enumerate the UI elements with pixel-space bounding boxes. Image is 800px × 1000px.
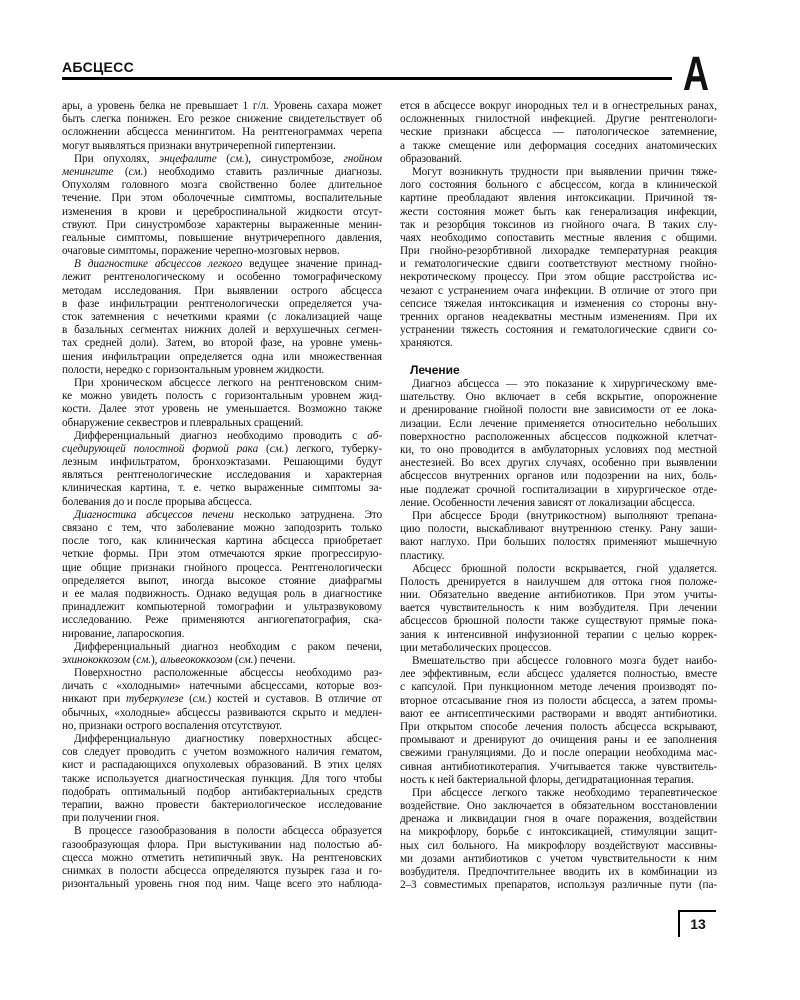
paragraph — [400, 655, 717, 787]
text-line: тах средней доли). Затем, во второй фазе, на уровне умень- — [62, 337, 382, 350]
text-line: Дифференциальную диагностику поверхностных абсцес- — [74, 733, 382, 745]
text-line: 2–3 совместимых препаратов, используя различные пути (па- — [400, 879, 717, 892]
text-line: могут выявляться признаки внутричерепной гипертензии. — [62, 139, 336, 152]
text-line: сцесса можно отметить нетипичный звук. На рентгеновских — [62, 851, 382, 864]
text-line: так и резорбция токсинов из гнойного очага. В таких слу- — [400, 218, 717, 231]
italic-text: аб- — [367, 429, 382, 442]
italic-text: см. — [192, 693, 208, 706]
text-line: устранении тяжесть состояния и гематологические сдвиги со- — [400, 324, 717, 337]
text-line: вают наглухо. При больших полостях применяют мышечную — [400, 536, 717, 549]
text-line: являться рентгенологические исследования и характерная — [62, 469, 382, 482]
paragraph — [62, 258, 382, 377]
text-line: Абсцесс брюшной полости вскрывается, гной удаляется. — [412, 562, 717, 575]
text-line: При гнойно-резорбтивной лихорадке температурная реакция — [400, 245, 717, 258]
text-line: чаях необходимо сопоставить местные явления с общими. — [400, 231, 717, 244]
text-run: Дифференциальный диагноз необходимо проводить с — [74, 429, 368, 442]
text-line: но, признаки острого воспаления отсутствуют. — [62, 719, 282, 732]
text-line: принадлежит компьютерной томографии и ультразвуковому — [62, 601, 382, 614]
text-line: жести состояния может быть как генерализация инфекции, — [400, 205, 717, 218]
text-run: ) необходимо ставить различные диагнозы. — [143, 165, 382, 178]
text-line: чезают с устранением очага инфекции. В отличие от этого при — [400, 284, 717, 297]
text-line: ми дозами антибиотиков с учетом чувствительности к ним — [400, 852, 717, 865]
text-line: возбудителя. Предпочтительнее вводить их в комбинации из — [400, 866, 717, 878]
text-run: никают при — [62, 693, 126, 706]
text-line: абсцессов брюшной полости также существуют прямые пока- — [400, 615, 717, 628]
text-line: При абсцессе Броди (внутрикостном) выполняют трепана- — [412, 509, 717, 522]
text-line: очаговые симптомы, поражение черепно-мозговых нервов. — [62, 245, 340, 258]
running-header-title: АБСЦЕСС — [62, 59, 134, 75]
text-line: ность к ней бактериальной флоры, дегидратационная терапия. — [400, 773, 694, 786]
paragraph — [62, 509, 382, 641]
text-line: связано с тем, что заболевание можно заподозрить только — [62, 522, 382, 534]
text-line: осложненных гнилостной инфекцией. Другие рентгенологи- — [400, 113, 717, 126]
text-line: лее эффективным, если абсцесс удаляется полностью, вместе — [400, 668, 717, 681]
paragraph — [400, 563, 717, 655]
text-run: ( — [232, 653, 239, 666]
text-run: ( — [183, 693, 193, 706]
text-line — [62, 443, 382, 456]
text-run: При опухолях, — [74, 152, 160, 165]
text-line: свежими грануляциями. До и после операции необходима мас- — [400, 747, 717, 760]
text-line: и гематологические сдвиги соответствуют местному гнойно- — [400, 258, 717, 271]
italic-text: энцефалите — [159, 152, 217, 165]
text-line: Опухолям головного мозга свойственно более длительное — [62, 179, 382, 192]
paragraph — [62, 377, 382, 430]
paragraph — [62, 825, 382, 891]
text-line: в базальных сегментах нижних долей и верхушечных сегмен- — [62, 324, 382, 337]
italic-text: сцедирующей полостной формой рака — [62, 442, 259, 455]
text-line: сивная антибиотикотерапия. Учитывается также чувствитель- — [400, 760, 717, 773]
section-heading: Лечение — [410, 362, 460, 377]
text-run: ) костей и суставов. В отличие от — [207, 693, 382, 706]
text-line: вается чувствительность к ним возбудителя. При лечении — [400, 602, 717, 615]
text-line: при получении гноя. — [62, 812, 159, 825]
text-line: а также смещение или деформация соседних анатомических — [400, 139, 717, 152]
italic-text: см. — [229, 152, 245, 165]
text-line: болевания до и после прорыва абсцесса. — [62, 495, 252, 508]
text-line: геальные симптомы, повышение внутричерепного давления, — [62, 231, 382, 244]
text-run: ) печени. — [253, 653, 296, 666]
text-line: При открытом способе лечения полость абсцесса вскрывают, — [400, 720, 717, 733]
text-line: ные подлежат срочной госпитализации в хирургическое отде- — [400, 483, 717, 496]
text-line: нии. Обязательно введение антибиотиков. При этом учиты- — [400, 589, 717, 602]
text-line: клиническая картина, т. е. четко выраженные симптомы за- — [62, 482, 382, 495]
text-line: поверхностно расположенных абсцессов подкожной клетчат- — [400, 430, 717, 443]
text-run: ( — [129, 653, 137, 666]
header-rule — [62, 77, 672, 80]
text-line: ление. Особенности лечения зависят от локализации абсцесса. — [400, 496, 695, 509]
text-line: пластику. — [400, 549, 445, 562]
text-line: обнаружение секвестров и плевральных сращений. — [62, 416, 304, 429]
text-line: осложнении абсцесса менингитом. На рентгенограммах черепа — [62, 126, 382, 139]
text-line: храняются. — [400, 337, 453, 350]
italic-text: см. — [136, 653, 151, 666]
italic-text: В диагностике абсцессов легкого — [74, 258, 243, 271]
paragraph — [400, 100, 717, 166]
text-line: лезным инфильтратом, бронхоэктазами. Решающими будут — [62, 456, 382, 469]
text-line: дренажа и ликвидации гноя в очаге поражения, воздействии — [400, 813, 717, 826]
text-line: ческие признаки абсцесса — патологическое затемнение, — [400, 126, 717, 139]
alphabet-index-letter: А — [683, 48, 710, 101]
text-line: сепсисе тяжелая интоксикация и изменения со стороны вну- — [400, 297, 717, 310]
text-line: При хроническом абсцессе легкого на рентгеновском сним- — [74, 376, 382, 389]
text-line: вторное отсасывание гноя из полости абсцесса, а затем промы- — [400, 694, 717, 707]
text-line: нирование, лапароскопия. — [62, 627, 185, 640]
text-line: четкие формы. При этом отмечаются яркие прогрессирую- — [62, 548, 382, 561]
text-line: сов следует проводить с учетом возможного наличия гематом, — [62, 746, 382, 759]
text-line: ется в абсцессе вокруг инородных тел и в огнестрельных ранах, — [400, 100, 717, 112]
paragraph — [62, 430, 382, 509]
text-line: тренних органов неадекватны местным изменениям. При их — [400, 311, 717, 323]
text-line: снимках в полости абсцесса определяются пузырек газа и го- — [62, 864, 382, 877]
text-run: ( — [113, 165, 129, 178]
text-line: определяется выпот, иногда высокое стояние диафрагмы — [62, 574, 382, 587]
text-line: терапии, важно провести бактериологическое исследование — [62, 798, 382, 811]
text-line: газообразующая флора. При выстукивании над полостью аб- — [62, 838, 382, 851]
text-line: щие общие признаки гнойного процесса. Рентгенологически — [62, 561, 382, 574]
text-line — [62, 654, 382, 667]
text-line — [62, 430, 382, 443]
text-line: быть слегка понижен. Его резкое снижение свидетельствует об — [62, 113, 382, 126]
text-run: ), синустромбозе, — [244, 152, 344, 165]
page-number: 13 — [678, 910, 716, 937]
text-line: абсцессов внутренних органов или подозрении на них, боль- — [400, 470, 717, 483]
paragraph — [62, 733, 382, 825]
text-line: лежит рентгенологическому и особенно томографическому — [62, 271, 382, 284]
text-line: вают ее антисептическими растворами и вводят антибиотики. — [400, 707, 717, 720]
text-line: после того, как клиническая картина абсцесса приобретает — [62, 535, 382, 548]
text-line: некротическому процессу. При этом общие расстройства ис- — [400, 271, 717, 284]
italic-text: Диагностика абсцессов печени — [74, 508, 234, 521]
right-column — [400, 100, 717, 892]
text-line: ары, а уровень белка не превышает 1 г/л. Уровень сахара может — [62, 100, 382, 112]
text-line: зания к интенсивной инфузионной терапии с целью коррек- — [400, 628, 717, 641]
text-line: ризонтальный уровень гноя под ним. Чаще всего это наблюда- — [62, 878, 382, 891]
text-line: методам исследования. При выявлении острого абсцесса — [62, 284, 382, 297]
left-column — [62, 100, 382, 891]
text-line: кист и распадающихся опухолевых образований. В этих целях — [62, 759, 382, 772]
text-line: на микрофлору, борьбе с интоксикацией, стимуляции защит- — [400, 826, 717, 839]
text-line: течение. При этом оболочечные симптомы, воспалительные — [62, 192, 382, 205]
text-line: При абсцессе легкого также необходимо терапевтическое — [412, 786, 717, 799]
text-line: и дренирование гнойной полости вне зависимости от ее лока- — [400, 404, 717, 417]
text-line: Полость дренируется в наилучшем для оттока гноя положе- — [400, 575, 717, 588]
text-line: Дифференциальный диагноз необходим с раком печени, — [74, 640, 382, 653]
text-run: ), — [151, 653, 161, 666]
text-line: обычных, «холодные» абсцессы развиваются скрыто и медлен- — [62, 706, 382, 719]
paragraph — [62, 100, 382, 153]
italic-text: альвеококкозом — [160, 653, 233, 666]
paragraph — [400, 378, 717, 510]
text-line: и ее малая подвижность. Однако ведущая роль в диагностике — [62, 587, 382, 600]
paragraph — [62, 641, 382, 667]
text-line: воздействие. Оно заключается в обязательном восстановлении — [400, 800, 717, 813]
text-line: кости. Далее этот уровень не уменьшается. Возможно также — [62, 403, 382, 416]
text-line: лого состояния больного с абсцессом, когда в клинической — [400, 179, 717, 192]
text-run: несколько затруднена. Это — [233, 508, 382, 521]
text-line: шения инфильтрации определяется одна или множественная — [62, 350, 382, 363]
text-run: ведущее значение принад- — [242, 258, 382, 271]
paragraph — [400, 510, 717, 563]
text-run: ( — [216, 152, 230, 165]
text-line — [62, 258, 382, 271]
paragraph — [62, 667, 382, 733]
italic-text: см. — [238, 653, 254, 666]
text-line: в фазе инфильтрации рентгенологически определяется уча- — [62, 297, 382, 310]
text-line: анестезией. Во всех других случаях, особенно при выявлении — [400, 457, 717, 470]
text-run: ( — [258, 442, 270, 455]
text-line: подобрать оптимальный подбор антибактериальных средств — [62, 785, 382, 798]
text-line: Могут возникнуть трудности при выявлении причин тяже- — [412, 165, 717, 178]
text-line: ке можно увидеть полость с горизонтальным уровнем жид- — [62, 390, 382, 403]
italic-text: см. — [269, 442, 285, 455]
text-line: изменения в крови и цереброспинальной жидкости отсут- — [62, 205, 382, 218]
text-line: промывают и дренируют до очищения раны и ее заполнения — [400, 734, 717, 747]
text-line: шательству. Оно включает в себя вскрытие, опорожнение — [400, 391, 717, 404]
text-line — [62, 693, 382, 706]
italic-text: эхинококкозом — [62, 653, 130, 666]
text-line: Диагноз абсцесса — это показание к хирургическому вме- — [412, 378, 717, 391]
text-line: Поверхностно расположенные абсцессы необходимо раз- — [74, 667, 382, 680]
italic-text: менингите — [62, 165, 114, 178]
text-line: исследованию. Реже применяются ангиогепатография, ска- — [62, 614, 382, 627]
text-line: ствуют. При синустромбозе характерны выраженные менин- — [62, 218, 382, 231]
text-line: личать с «холодными» натечными абсцессами, которые воз- — [62, 680, 382, 693]
paragraph — [400, 166, 717, 351]
text-line: также используется диагностическая пункция. Для того чтобы — [62, 772, 382, 785]
text-line: сток затемнения с нечеткими краями (с локализацией чаще — [62, 311, 382, 323]
text-line: ных сил больного. На микрофлору воздействуют массивны- — [400, 839, 717, 852]
text-line: полости, нередко с горизонтальным уровнем жидкости. — [62, 363, 325, 376]
text-line: лизации. Если лечение применяется относительно небольших — [400, 417, 717, 430]
italic-text: туберкулезе — [125, 693, 184, 706]
text-line — [62, 153, 382, 166]
text-line: Вмешательство при абсцессе головного мозга будет наибо- — [412, 655, 717, 667]
paragraph — [62, 153, 382, 259]
italic-text: гнойном — [343, 152, 382, 165]
text-line: картине преобладают явления интоксикации. Причиной тя- — [400, 192, 717, 205]
text-line: В процессе газообразования в полости абсцесса образуется — [74, 825, 382, 838]
paragraph — [400, 787, 717, 893]
text-run: ) легкого, туберку- — [284, 442, 382, 455]
text-line: с капсулой. При пункционном методе лечения производят по- — [400, 681, 717, 694]
text-line — [62, 166, 382, 179]
text-line: ции метаболических процессов. — [400, 641, 552, 654]
text-line — [62, 509, 382, 522]
text-line: ки, то оно проводится в амбулаторных условиях под местной — [400, 444, 717, 456]
text-line: образований. — [400, 152, 462, 165]
italic-text: см. — [128, 165, 144, 178]
text-line: цию полости, выскабливают внутреннюю стенку. Рану заши- — [400, 523, 717, 536]
